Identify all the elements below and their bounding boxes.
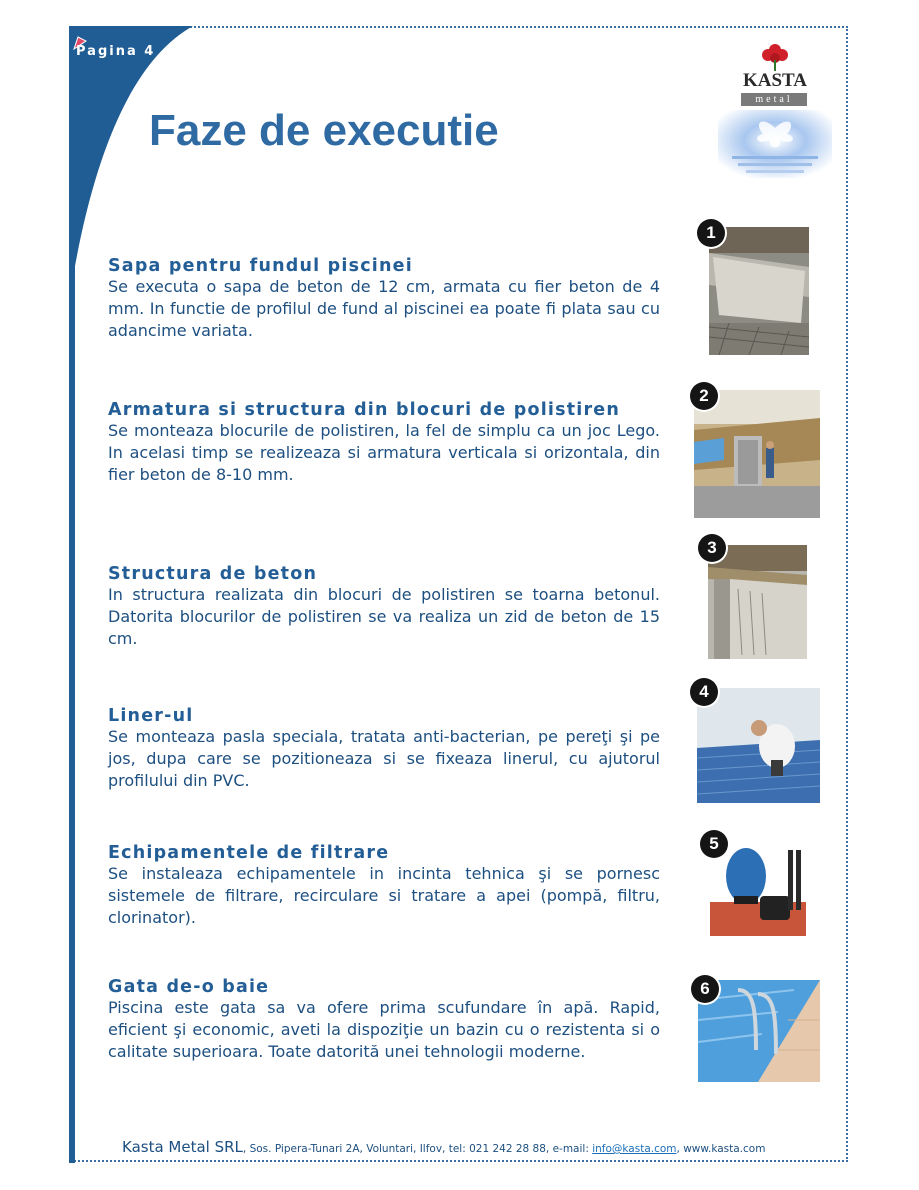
section-heading: Gata de-o baie — [108, 977, 270, 997]
step-3-photo — [708, 545, 807, 659]
logo-wordmark: KASTA — [742, 70, 808, 91]
footer-website: , www.kasta.com — [676, 1143, 766, 1155]
step-badge-6: 6 — [691, 975, 719, 1003]
step-1-photo — [709, 227, 809, 355]
section-body: Se monteaza blocurile de polistiren, la fel de simplu ca un joc Lego. In acelasi timp se realizeaza si armatura verticala si orizontala, din fier beton de 8-10 mm. — [108, 421, 660, 484]
step-badge-4: 4 — [690, 678, 718, 706]
page-label: Pagina 4 — [76, 44, 156, 59]
section-heading: Structura de beton — [108, 564, 318, 584]
logo-subtext: metal — [741, 93, 807, 106]
section-1 — [108, 256, 660, 342]
footer — [122, 1137, 765, 1156]
step-badge-5: 5 — [700, 830, 728, 858]
section-heading: Liner-ul — [108, 706, 194, 726]
flower-icon — [759, 42, 791, 72]
section-body: In structura realizata din blocuri de polistiren se toarna betonul. Datorita blocurilor de polistiren se va realiza un zid de beton de 15 cm. — [108, 585, 660, 648]
footer-address: , Sos. Pipera-Tunari 2A, Voluntari, Ilfov, tel: 021 242 28 88, e-mail: — [242, 1143, 593, 1155]
footer-company: Kasta Metal SRL — [122, 1138, 243, 1156]
section-body: Se executa o sapa de beton de 12 cm, armata cu fier beton de 4 mm. In functie de profilul de fund al piscinei ea poate fi plata sau cu adancime variata. — [108, 277, 660, 340]
section-2 — [108, 400, 660, 486]
section-body: Se monteaza pasla speciala, tratata anti-bacterian, pe pereţi şi pe jos, dupa care se pozitioneaza si se fixeaza linerul, cu ajutorul profilului din PVC. — [108, 727, 660, 790]
water-graphic — [718, 110, 832, 178]
step-4-photo — [697, 688, 820, 803]
section-5 — [108, 843, 660, 929]
section-4 — [108, 706, 660, 792]
footer-email-link[interactable]: info@kasta.com — [592, 1143, 677, 1155]
section-6 — [108, 977, 660, 1063]
step-badge-3: 3 — [698, 534, 726, 562]
section-body: Se instaleaza echipamentele in incinta tehnica şi se pornesc sistemele de filtrare, recirculare si tratare a apei (pompă, filtru, clorinator). — [108, 864, 660, 927]
step-badge-2: 2 — [690, 382, 718, 410]
section-heading: Armatura si structura din blocuri de polistiren — [108, 400, 621, 420]
section-body: Piscina este gata sa va ofere prima scufundare în apă. Rapid, eficient şi economic, aveti la dispoziţie un bazin cu o rezistenta si o calitate superioara. Toate datorită unei tehnologii moderne. — [108, 998, 660, 1061]
section-3 — [108, 564, 660, 650]
page-title: Faze de executie — [149, 106, 499, 155]
section-heading: Echipamentele de filtrare — [108, 843, 390, 863]
step-5-photo — [710, 840, 806, 936]
step-2-photo — [694, 390, 820, 518]
section-heading: Sapa pentru fundul piscinei — [108, 256, 413, 276]
step-badge-1: 1 — [697, 219, 725, 247]
kasta-logo — [714, 40, 836, 182]
